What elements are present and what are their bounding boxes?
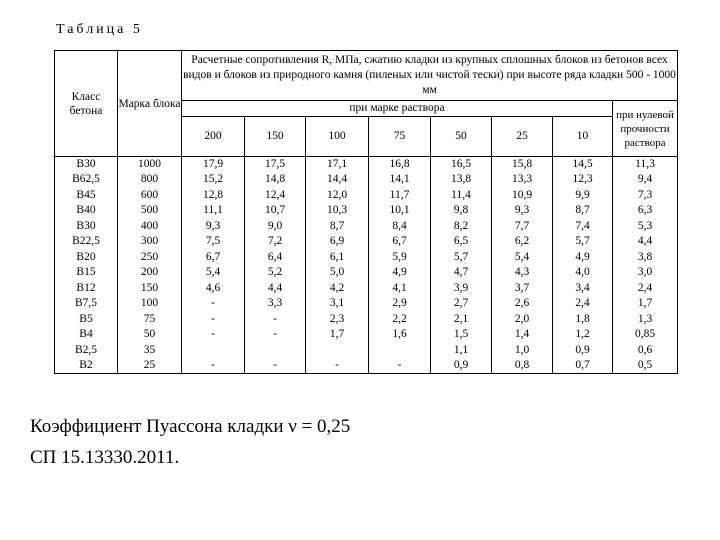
- concrete-class-cell: В2: [55, 358, 118, 374]
- concrete-class-cell: В20: [55, 250, 118, 266]
- concrete-class-cell: В2,5: [55, 343, 118, 359]
- resistance-value-cell: 1,7: [613, 296, 678, 312]
- resistance-value-cell: 5,7: [431, 250, 492, 266]
- resistance-value-cell: 0,8: [492, 358, 553, 374]
- resistance-value-cell: -: [182, 296, 245, 312]
- resistance-value-cell: 0,6: [613, 343, 678, 359]
- resistance-value-cell: 17,9: [182, 157, 245, 173]
- block-brand-cell: 500: [118, 203, 182, 219]
- resistance-value-cell: 3,9: [431, 281, 492, 297]
- table-row: [55, 172, 678, 188]
- mortar-grade-header: 75: [369, 117, 431, 157]
- table-row: [55, 312, 678, 328]
- resistance-value-cell: 5,0: [306, 265, 369, 281]
- resistance-value-cell: 1,4: [492, 327, 553, 343]
- block-brand-cell: 50: [118, 327, 182, 343]
- resistance-value-cell: 12,4: [245, 188, 306, 204]
- resistance-value-cell: 7,2: [245, 234, 306, 250]
- table-row: [55, 296, 678, 312]
- resistance-value-cell: 4,4: [613, 234, 678, 250]
- concrete-class-cell: В40: [55, 203, 118, 219]
- resistance-value-cell: 15,8: [492, 157, 553, 173]
- resistance-value-cell: 3,3: [245, 296, 306, 312]
- resistance-value-cell: 10,9: [492, 188, 553, 204]
- class-column-header: Класс бетона: [55, 51, 118, 157]
- resistance-value-cell: 16,5: [431, 157, 492, 173]
- resistance-value-cell: 1,8: [553, 312, 613, 328]
- resistance-value-cell: 10,3: [306, 203, 369, 219]
- resistance-value-cell: 4,6: [182, 281, 245, 297]
- table-row: [55, 219, 678, 235]
- resistance-value-cell: 11,4: [431, 188, 492, 204]
- resistance-value-cell: 0,85: [613, 327, 678, 343]
- table-row: [55, 281, 678, 297]
- resistance-value-cell: 2,9: [369, 296, 431, 312]
- table-row: [55, 327, 678, 343]
- resistance-value-cell: [182, 343, 245, 359]
- mortar-grade-header: 150: [245, 117, 306, 157]
- concrete-class-cell: В5: [55, 312, 118, 328]
- resistance-value-cell: -: [182, 312, 245, 328]
- resistance-value-cell: 14,5: [553, 157, 613, 173]
- resistance-value-cell: 6,1: [306, 250, 369, 266]
- table-row: [55, 234, 678, 250]
- resistance-value-cell: 5,4: [492, 250, 553, 266]
- resistance-value-cell: 6,5: [431, 234, 492, 250]
- resistance-value-cell: 7,4: [553, 219, 613, 235]
- resistance-value-cell: 5,2: [245, 265, 306, 281]
- table-row: [55, 203, 678, 219]
- table-row: [55, 157, 678, 173]
- resistance-value-cell: 2,3: [306, 312, 369, 328]
- resistance-value-cell: 5,9: [369, 250, 431, 266]
- concrete-class-cell: В7,5: [55, 296, 118, 312]
- resistance-value-cell: 5,3: [613, 219, 678, 235]
- table-row: [55, 265, 678, 281]
- resistance-value-cell: -: [245, 358, 306, 374]
- resistance-value-cell: 0,5: [613, 358, 678, 374]
- resistance-value-cell: 5,4: [182, 265, 245, 281]
- resistance-value-cell: 9,0: [245, 219, 306, 235]
- mortar-grade-header: 10: [553, 117, 613, 157]
- resistance-value-cell: 9,4: [613, 172, 678, 188]
- resistance-value-cell: -: [182, 327, 245, 343]
- resistance-value-cell: 3,7: [492, 281, 553, 297]
- resistance-table: [54, 50, 678, 374]
- resistance-value-cell: 6,2: [492, 234, 553, 250]
- resistance-value-cell: 13,3: [492, 172, 553, 188]
- resistance-value-cell: 1,7: [306, 327, 369, 343]
- resistance-value-cell: -: [369, 358, 431, 374]
- block-brand-cell: 400: [118, 219, 182, 235]
- resistance-value-cell: [245, 343, 306, 359]
- resistance-value-cell: -: [245, 327, 306, 343]
- resistance-value-cell: 4,2: [306, 281, 369, 297]
- concrete-class-cell: В30: [55, 219, 118, 235]
- resistance-value-cell: 14,8: [245, 172, 306, 188]
- resistance-value-cell: -: [182, 358, 245, 374]
- resistance-value-cell: -: [245, 312, 306, 328]
- concrete-class-cell: В62,5: [55, 172, 118, 188]
- block-brand-cell: 200: [118, 265, 182, 281]
- resistance-value-cell: 6,9: [306, 234, 369, 250]
- resistance-value-cell: 2,2: [369, 312, 431, 328]
- resistance-value-cell: 14,1: [369, 172, 431, 188]
- resistance-value-cell: 1,5: [431, 327, 492, 343]
- block-brand-cell: 150: [118, 281, 182, 297]
- resistance-value-cell: 7,3: [613, 188, 678, 204]
- mortar-grade-header: 25: [492, 117, 553, 157]
- resistance-description: Расчетные сопротивления R, МПа, сжатию кладки из крупных сплошных блоков из бетонов всех видов и блоков из природного камня (пиленых или чистой тески) при высоте ряда кладки 500 - 1000 мм: [182, 51, 678, 101]
- mortar-grade-header: 100: [306, 117, 369, 157]
- resistance-value-cell: 14,4: [306, 172, 369, 188]
- resistance-value-cell: 4,0: [553, 265, 613, 281]
- block-brand-cell: 35: [118, 343, 182, 359]
- resistance-value-cell: 4,4: [245, 281, 306, 297]
- resistance-value-cell: 10,1: [369, 203, 431, 219]
- block-brand-cell: 300: [118, 234, 182, 250]
- resistance-value-cell: 4,9: [369, 265, 431, 281]
- block-brand-cell: 800: [118, 172, 182, 188]
- resistance-value-cell: 8,4: [369, 219, 431, 235]
- resistance-value-cell: 2,4: [553, 296, 613, 312]
- resistance-value-cell: 11,1: [182, 203, 245, 219]
- resistance-value-cell: 2,7: [431, 296, 492, 312]
- poisson-ratio-note: Коэффициент Пуассона кладки ν = 0,25: [30, 416, 351, 437]
- zero-strength-header: при нулевой прочности раствора: [613, 101, 678, 157]
- resistance-value-cell: 0,7: [553, 358, 613, 374]
- resistance-value-cell: [369, 343, 431, 359]
- table-row: [55, 343, 678, 359]
- resistance-value-cell: 9,9: [553, 188, 613, 204]
- table-row: [55, 358, 678, 374]
- resistance-value-cell: 16,8: [369, 157, 431, 173]
- resistance-value-cell: 11,7: [369, 188, 431, 204]
- resistance-value-cell: 1,3: [613, 312, 678, 328]
- table-row: [55, 188, 678, 204]
- resistance-value-cell: 4,3: [492, 265, 553, 281]
- resistance-value-cell: 2,1: [431, 312, 492, 328]
- resistance-value-cell: 3,0: [613, 265, 678, 281]
- concrete-class-cell: В30: [55, 157, 118, 173]
- block-brand-cell: 1000: [118, 157, 182, 173]
- block-brand-cell: 600: [118, 188, 182, 204]
- resistance-value-cell: 9,3: [492, 203, 553, 219]
- resistance-value-cell: 6,3: [613, 203, 678, 219]
- block-brand-cell: 100: [118, 296, 182, 312]
- table-row: [55, 250, 678, 266]
- resistance-value-cell: 3,8: [613, 250, 678, 266]
- resistance-value-cell: [306, 343, 369, 359]
- mortar-brand-header: при марке раствора: [182, 101, 613, 117]
- mortar-grade-header: 50: [431, 117, 492, 157]
- resistance-value-cell: -: [306, 358, 369, 374]
- resistance-value-cell: 6,4: [245, 250, 306, 266]
- resistance-value-cell: 1,2: [553, 327, 613, 343]
- resistance-value-cell: 11,3: [613, 157, 678, 173]
- resistance-value-cell: 1,0: [492, 343, 553, 359]
- resistance-value-cell: 1,6: [369, 327, 431, 343]
- brand-column-header: Марка блока: [118, 51, 182, 157]
- block-brand-cell: 250: [118, 250, 182, 266]
- concrete-class-cell: В12: [55, 281, 118, 297]
- resistance-value-cell: 4,1: [369, 281, 431, 297]
- resistance-value-cell: 7,7: [492, 219, 553, 235]
- resistance-value-cell: 2,4: [613, 281, 678, 297]
- resistance-value-cell: 8,7: [553, 203, 613, 219]
- resistance-value-cell: 15,2: [182, 172, 245, 188]
- resistance-value-cell: 0,9: [431, 358, 492, 374]
- resistance-value-cell: 8,2: [431, 219, 492, 235]
- concrete-class-cell: В4: [55, 327, 118, 343]
- resistance-value-cell: 3,4: [553, 281, 613, 297]
- resistance-value-cell: 12,3: [553, 172, 613, 188]
- block-brand-cell: 25: [118, 358, 182, 374]
- concrete-class-cell: В45: [55, 188, 118, 204]
- resistance-value-cell: 7,5: [182, 234, 245, 250]
- resistance-value-cell: 9,3: [182, 219, 245, 235]
- resistance-value-cell: 0,9: [553, 343, 613, 359]
- resistance-value-cell: 1,1: [431, 343, 492, 359]
- mortar-grade-header: 200: [182, 117, 245, 157]
- resistance-value-cell: 17,5: [245, 157, 306, 173]
- resistance-value-cell: 12,8: [182, 188, 245, 204]
- resistance-value-cell: 2,0: [492, 312, 553, 328]
- resistance-value-cell: 12,0: [306, 188, 369, 204]
- concrete-class-cell: В15: [55, 265, 118, 281]
- resistance-value-cell: 4,9: [553, 250, 613, 266]
- resistance-value-cell: 6,7: [369, 234, 431, 250]
- resistance-value-cell: 5,7: [553, 234, 613, 250]
- resistance-value-cell: 17,1: [306, 157, 369, 173]
- resistance-value-cell: 3,1: [306, 296, 369, 312]
- resistance-value-cell: 8,7: [306, 219, 369, 235]
- resistance-value-cell: 10,7: [245, 203, 306, 219]
- source-reference: СП 15.13330.2011.: [30, 447, 180, 468]
- table-caption: Таблица 5: [56, 22, 143, 37]
- block-brand-cell: 75: [118, 312, 182, 328]
- resistance-value-cell: 2,6: [492, 296, 553, 312]
- resistance-value-cell: 4,7: [431, 265, 492, 281]
- resistance-value-cell: 13,8: [431, 172, 492, 188]
- resistance-value-cell: 9,8: [431, 203, 492, 219]
- concrete-class-cell: В22,5: [55, 234, 118, 250]
- resistance-value-cell: 6,7: [182, 250, 245, 266]
